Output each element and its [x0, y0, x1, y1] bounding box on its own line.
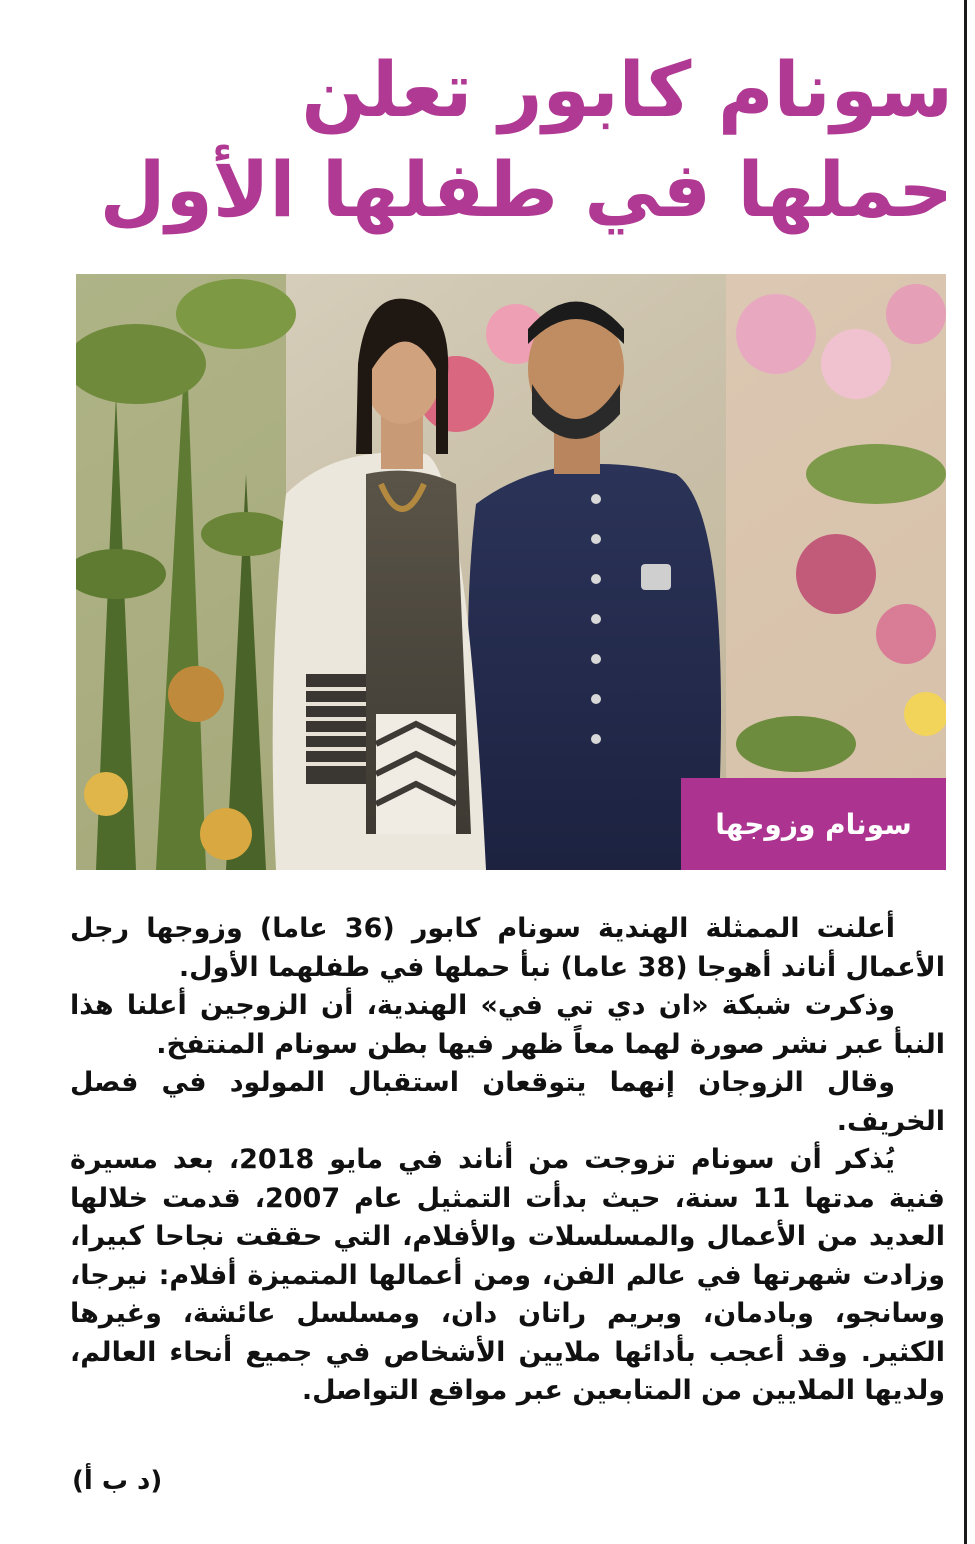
article-body	[70, 910, 945, 1411]
news-agency-source: (د ب أ)	[72, 1466, 163, 1496]
article-paragraph: أعلنت الممثلة الهندية سونام كابور (36 عاما) وزوجها رجل الأعمال أناند أهوجا (38 عاما) نبأ حملها في طفلهما الأول.	[70, 913, 945, 983]
page-border	[964, 0, 967, 1544]
left-plants	[76, 274, 296, 870]
article-paragraph: يُذكر أن سونام تزوجت من أناند في مايو 2018، بعد مسيرة فنية مدتها 11 سنة، حيث بدأت التمثيل عام 2007، قدمت خلالها العديد من الأعمال والمسلسلات والأفلام، التي حققت نجاحا كبيرا، وزادت شهرتها في عالم الفن، ومن أعمالها المتميزة أفلام: نيرجا، وسانجو، وبادمان، وبريم راتان دان، ومسلسل عائشة، وغيرها الكثير. وقد أعجب بأدائها ملايين الأشخاص في جميع أنحاء العالم، ولديها الملايين من المتابعين عبر مواقع التواصل.	[70, 1144, 945, 1406]
article-paragraph: وذكرت شبكة «ان دي تي في» الهندية، أن الزوجين أعلنا هذا النبأ عبر نشر صورة لهما معاً ظهر فيها بطن سونام المنتفخ.	[70, 990, 945, 1060]
headline: سونام كابور تعلن حملها في طفلها الأول	[99, 45, 953, 234]
article-photo	[76, 274, 946, 870]
article-paragraph: وقال الزوجان إنهما يتوقعان استقبال المولود في فصل الخريف.	[70, 1067, 945, 1137]
photo-caption: سونام وزوجها	[681, 778, 946, 870]
